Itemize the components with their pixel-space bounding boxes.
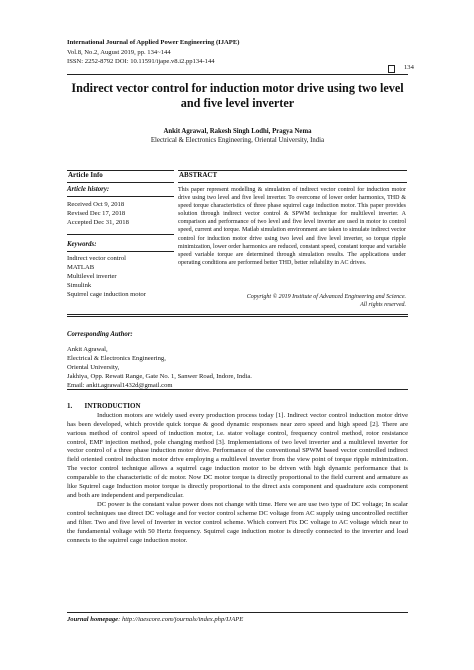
corresponding-label: Corresponding Author: (67, 331, 133, 338)
history-accepted: Accepted Dec 31, 2018 (67, 219, 129, 226)
corresponding-address: Jakhiya, Opp. Rewati Range, Gate No. 1, Sanwer Road, Indore, India. (67, 373, 252, 380)
abstract-heading: ABSTRACT (179, 171, 218, 179)
footer-rule (67, 612, 408, 613)
journal-header (67, 38, 239, 67)
footer-label: Journal homepage (67, 616, 119, 623)
history-rule (67, 196, 174, 197)
article-info-heading: Article Info (68, 171, 103, 179)
keyword-item: MATLAB (67, 264, 95, 271)
keyword-item: Multilevel inverter (67, 273, 117, 280)
page-icon (388, 65, 395, 73)
corresponding-end-rule (67, 389, 408, 390)
keywords-label: Keywords: (67, 241, 97, 248)
corresponding-name: Ankit Agrawal, (67, 346, 108, 353)
section-rule (67, 314, 408, 315)
journal-volume: Vol.8, No.2, August 2019, pp. 134~144 (67, 48, 171, 56)
history-list (67, 200, 129, 227)
title-line-1: Indirect vector control for induction motor drive using two level (71, 81, 404, 95)
journal-homepage-link[interactable]: : http://iaescore.com/journals/index.php/IJAPE (118, 616, 244, 623)
journal-issn: ISSN: 2252-8792 DOI: 10.11591/ijape.v8.i2.pp134-144 (67, 58, 215, 66)
copyright-line-1: Copyright © 2019 Institute of Advanced Engineering and Science. (246, 294, 406, 300)
author-block (67, 127, 408, 145)
author-names: Ankit Agrawal, Rakesh Singh Lodhi, Pragya Nema (163, 128, 312, 135)
keyword-item: Squirrel cage induction motor (67, 291, 146, 298)
corresponding-university: Oriental University, (67, 364, 120, 371)
introduction-heading: 1. INTRODUCTION (67, 402, 141, 410)
keyword-item: Indirect vector control (67, 255, 126, 262)
page-number: 134 (404, 64, 414, 71)
journal-name: International Journal of Applied Power Engineering (IJAPE) (67, 39, 240, 46)
abstract-text: This paper represent modelling & simulation of indirect vector control for induction motor drive using two level and five level inverter. To overcome of lower order harmonics, THD & speed torque characteristics of three phase squirrel cage induction motor. This paper provides solution through indirect vector control & SPWM technique for multilevel inverter. A comparison and performance of two level and five level inverter are used in motor to control speed, current and torque. Matlab simulation environment are taken to simulate indirect vector control for induction motor drive using two level and five level inverter, so torque ripple minimization, lower order harmonics are reduced, constant speed, constant torque and variable speed variable torque are determined through simulation results. The applications under operating conditions are performed better THD, better reliability in AC drives. (178, 187, 406, 266)
keywords-list (67, 254, 146, 299)
introduction-paragraph-1: Induction motors are widely used every production process today [1]. Indirect vector control induction motor drive has been developed, which provide quick torque & good dynamic responses near zero speed and high speed [2]. There are various method of control speed of induction motor, i.e. stator voltage control, frequency control method, rotor resistance control, EMF injection method, pole changing method [3]. Implementations of two level inverter and a multilevel inverter for vector control of a three phase induction motor drive. Performance of the conventional SPWM based vector controlled indirect field oriented control induction motor drive employing a multilevel inverter from the view point of torque ripple minimization. The vector control technique allows a squirrel cage induction motor to be driven with high dynamic performance that is comparable to the characteristic of dc motor. Now DC motor torque is directly proportional to the field current and armature as like Squirrel cage Induction motor torque is directly proportional to the direct axis component and quadrature axis component and both are independent and perpendicular. (67, 412, 408, 499)
title-line-2: and five level inverter (180, 96, 295, 110)
corresponding-author (67, 331, 408, 390)
introduction-body (67, 412, 408, 546)
history-revised: Revised Dec 17, 2018 (67, 210, 126, 217)
corresponding-dept: Electrical & Electronics Engineering, (67, 355, 166, 362)
journal-homepage (67, 616, 243, 623)
author-affiliation: Electrical & Electronics Engineering, Oriental University, India (150, 137, 325, 144)
keywords-rule (67, 251, 174, 252)
header-rule (67, 74, 408, 75)
introduction-paragraph-2: DC power is the constant value power does not change with time. Here we are use two type of DC voltage; In scalar control techniques use direct DC voltage and for vector control scheme DC voltage from AC supply using uncontrolled rectifier and filter. Two and five level of Inverter in vector control scheme. Which convert Fix DC voltage to AC voltage which near to the fundamental voltage with 50 Hertz frequency. Squirrel cage induction motor is directly connected to the inverter and load connects to the squirrel cage induction motor. (67, 501, 408, 544)
copyright-line-2: All rights reserved. (360, 302, 406, 308)
history-end-rule (67, 234, 174, 235)
paper-title (67, 81, 408, 111)
keyword-item: Simulink (67, 282, 92, 289)
section-rule-double (67, 316, 408, 317)
corresponding-email: Email: ankit.agrawal1432d@gmail.com (67, 382, 173, 389)
history-label: Article history: (67, 186, 110, 193)
copyright-notice (178, 293, 406, 309)
history-received: Received Oct 9, 2018 (67, 201, 125, 208)
